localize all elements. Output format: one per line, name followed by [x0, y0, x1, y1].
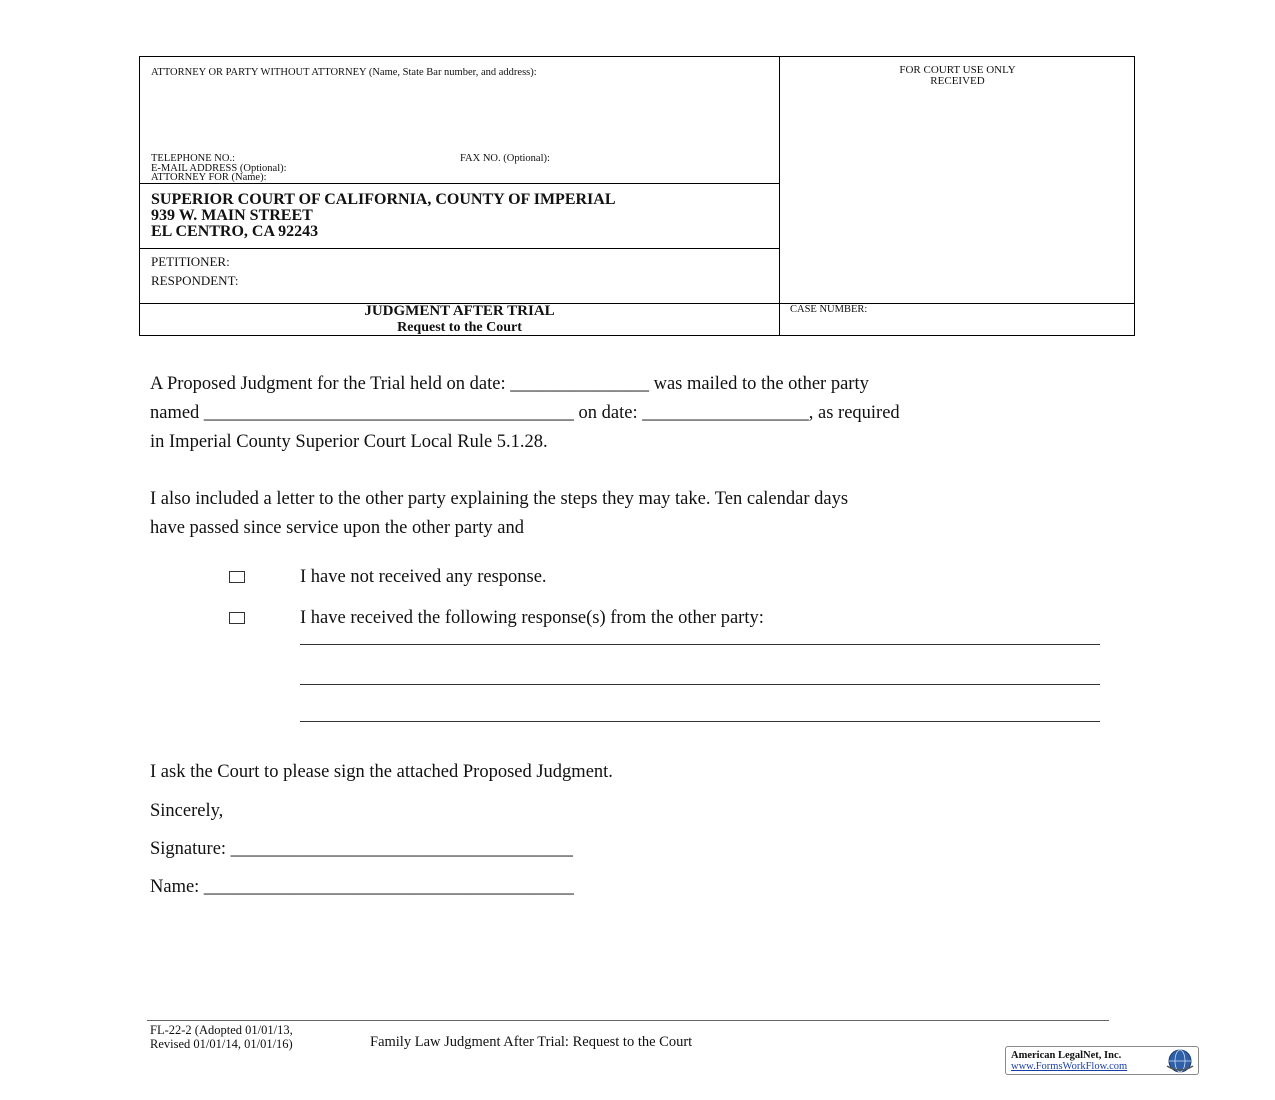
fax-label: FAX NO. (Optional): [460, 153, 550, 164]
signature-field[interactable]: Signature: _____________________________________ [150, 839, 573, 859]
logo-url-link[interactable]: www.FormsWorkFlow.com [1011, 1061, 1128, 1072]
form-title: JUDGMENT AFTER TRIAL [364, 303, 555, 319]
form-code-line2: Revised 01/01/14, 01/01/16) [150, 1037, 293, 1051]
footer-title: Family Law Judgment After Trial: Request to the Court [370, 1034, 693, 1050]
court-use-label [780, 65, 1135, 87]
telephone-label: TELEPHONE NO.: [151, 153, 235, 164]
received-response-label: I have received the following response(s) from the other party: [300, 608, 764, 628]
court-street: 939 W. MAIN STREET [151, 207, 313, 224]
no-response-checkbox[interactable] [229, 571, 245, 583]
email-label: E-MAIL ADDRESS (Optional): [151, 163, 287, 174]
response-line-1[interactable] [300, 644, 1100, 645]
proposed-judgment-line-1: A Proposed Judgment for the Trial held on date: _______________ was mailed to the other party [150, 374, 869, 394]
letter-line-1: I also included a letter to the other party explaining the steps they may take. Ten calendar days [150, 489, 849, 509]
court-name: SUPERIOR COURT OF CALIFORNIA, COUNTY OF IMPERIAL [151, 191, 616, 208]
response-line-3[interactable] [300, 721, 1100, 722]
logo-badge[interactable] [1005, 1046, 1199, 1075]
form-code-line1: FL-22-2 (Adopted 01/01/13, [150, 1023, 293, 1037]
letter-line-2: have passed since service upon the other party and [150, 518, 524, 538]
caption-divider [779, 56, 780, 336]
court-city: EL CENTRO, CA 92243 [151, 223, 319, 240]
caption-rule-2 [139, 248, 780, 249]
form-subtitle: Request to the Court [397, 320, 522, 335]
name-field[interactable]: Name: ________________________________________ [150, 877, 574, 897]
logo-company: American LegalNet, Inc. [1011, 1050, 1122, 1061]
proposed-judgment-line-3: in Imperial County Superior Court Local Rule 5.1.28. [150, 432, 548, 452]
attorney-for-label: ATTORNEY FOR (Name): [151, 172, 267, 183]
court-use-line2: RECEIVED [930, 75, 985, 87]
respondent-label: RESPONDENT: [151, 273, 239, 288]
attorney-label: ATTORNEY OR PARTY WITHOUT ATTORNEY (Name, State Bar number, and address): [151, 67, 537, 78]
case-number-label: CASE NUMBER: [790, 304, 868, 315]
received-response-checkbox[interactable] [229, 612, 245, 624]
globe-icon [1163, 1048, 1197, 1074]
response-line-2[interactable] [300, 684, 1100, 685]
footer-rule [147, 1020, 1109, 1021]
proposed-judgment-line-2: named ________________________________________ on date: __________________, as required [150, 403, 900, 423]
no-response-label: I have not received any response. [300, 567, 547, 587]
request-text: I ask the Court to please sign the attached Proposed Judgment. [150, 762, 613, 782]
caption-rule-1 [139, 183, 780, 184]
petitioner-label: PETITIONER: [151, 254, 230, 269]
closing-text: Sincerely, [150, 801, 224, 821]
court-use-line1: FOR COURT USE ONLY [899, 64, 1016, 76]
